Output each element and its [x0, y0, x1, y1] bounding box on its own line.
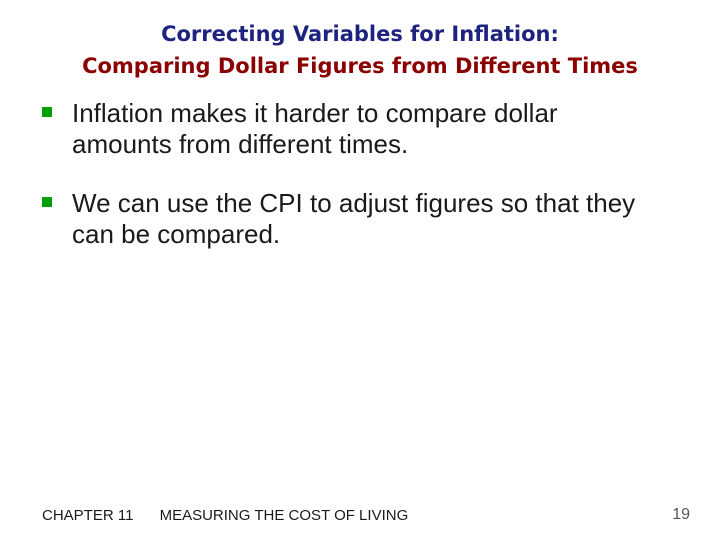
footer-topic: MEASURING THE COST OF LIVING: [159, 507, 409, 524]
bullet-item-2: [42, 188, 692, 250]
square-bullet-icon: [42, 107, 52, 117]
bullet-list: [42, 98, 692, 278]
footer-chapter: CHAPTER 11: [42, 507, 134, 524]
bullet-2-line-1: We can use the CPI to adjust figures so that they: [72, 188, 636, 218]
bullet-2-line-2: can be compared.: [72, 219, 281, 249]
title-line-1: Correcting Variables for Inflation:: [161, 22, 559, 46]
bullet-1-line-2: amounts from different times.: [72, 129, 409, 159]
slide-title: [0, 18, 720, 82]
footer: [42, 507, 408, 524]
bullet-item-1: [42, 98, 692, 160]
square-bullet-icon: [42, 197, 52, 207]
bullet-1-line-1: Inflation makes it harder to compare dollar: [72, 98, 558, 128]
page-number: 19: [672, 506, 690, 523]
title-line-2: Comparing Dollar Figures from Different Times: [82, 54, 638, 78]
